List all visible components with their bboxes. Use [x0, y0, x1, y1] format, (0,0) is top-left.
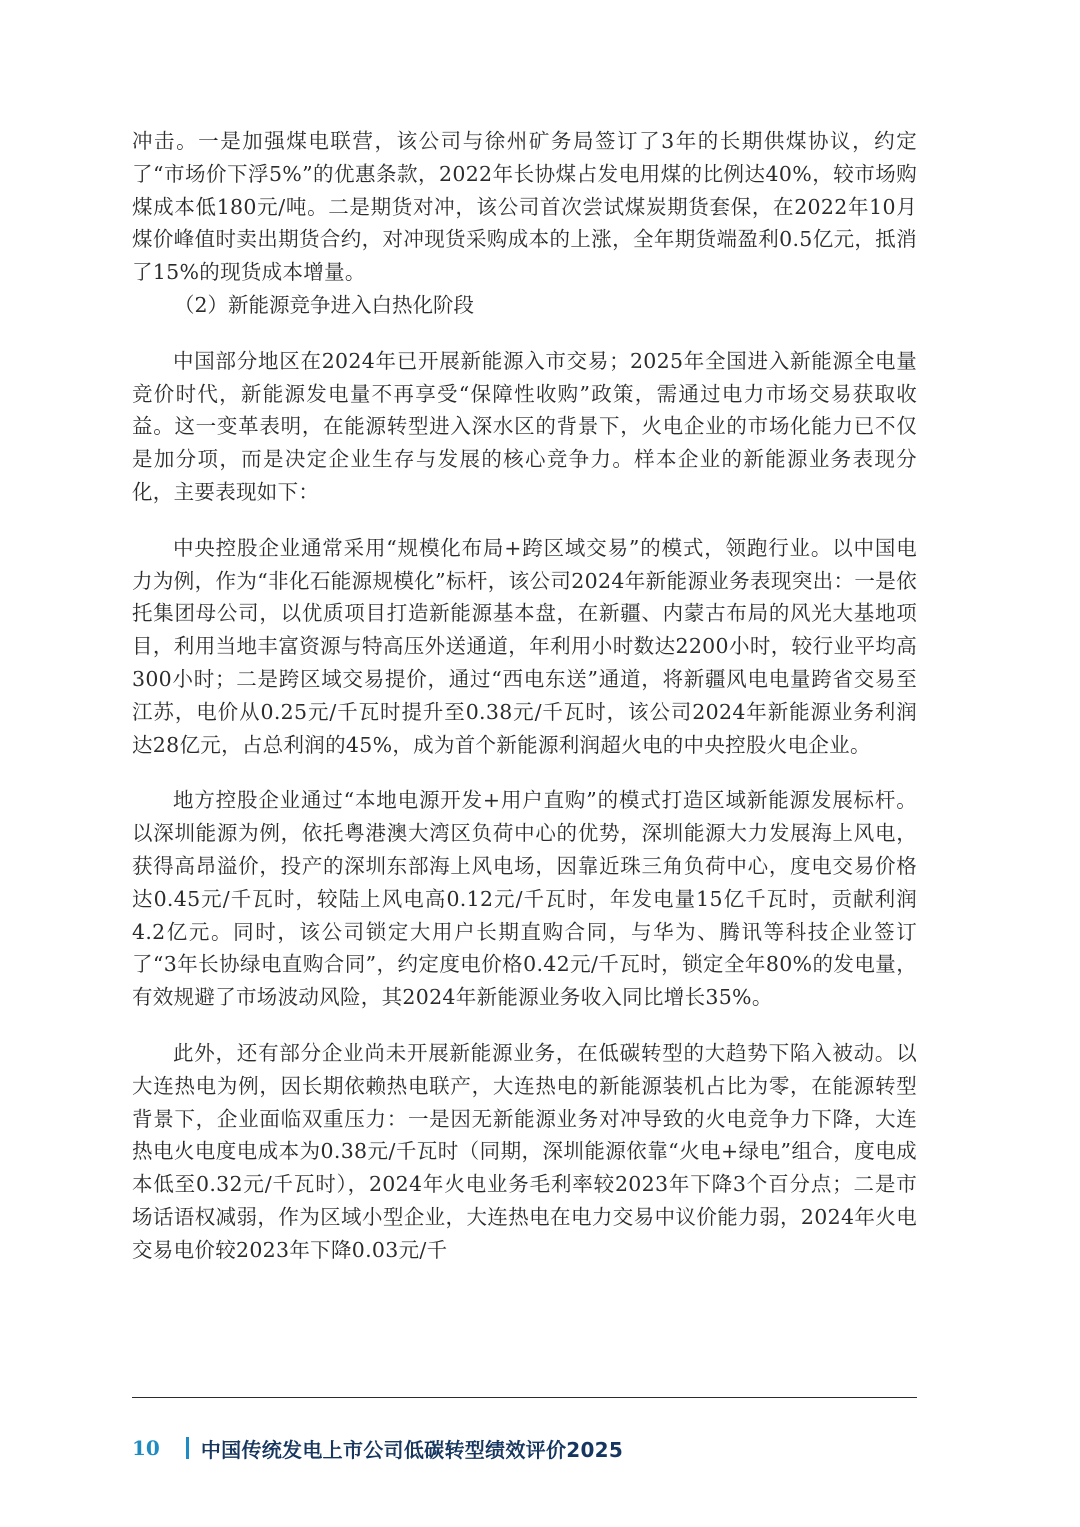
page-number: 10: [132, 1436, 160, 1460]
paragraph-local-soe: 地方控股企业通过“本地电源开发+用户直购”的模式打造区域新能源发展标杆。以深圳能源为例，依托粤港澳大湾区负荷中心的优势，深圳能源大力发展海上风电，获得高昂溢价，投产的深圳东部海上风电场，因靠近珠三角负荷中心，度电交易价格达0.45元/千瓦时，较陆上风电高0.12元/千瓦时，年发电量15亿千瓦时，贡献利润4.2亿元。同时，该公司锁定大用户长期直购合同，与华为、腾讯等科技企业签订了“3年长协绿电直购合同”，约定度电价格0.42元/千瓦时，锁定全年80%的发电量，有效规避了市场波动风险，其2024年新能源业务收入同比增长35%。: [132, 788, 917, 1010]
paragraph-new-energy-market: 中国部分地区在2024年已开展新能源入市交易；2025年全国进入新能源全电量竞价时代，新能源发电量不再享受“保障性收购”政策，需通过电力市场交易获取收益。这一变革表明，在能源转型进入深水区的背景下，火电企业的市场化能力已不仅是加分项，而是决定企业生存与发展的核心竞争力。样本企业的新能源业务表现分化，主要表现如下：: [132, 348, 917, 504]
paragraph-central-soe: 中央控股企业通常采用“规模化布局+跨区域交易”的模式，领跑行业。以中国电力为例，作为“非化石能源规模化”标杆，该公司2024年新能源业务表现突出：一是依托集团母公司，以优质项目打造新能源基本盘，在新疆、内蒙古布局的风光大基地项目，利用当地丰富资源与特高压外送通道，年利用小时数达2200小时，较行业平均高300小时；二是跨区域交易提价，通过“西电东送”通道，将新疆风电电量跨省交易至江苏，电价从0.25元/千瓦时提升至0.38元/千瓦时，该公司2024年新能源业务利润达28亿元，占总利润的45%，成为首个新能源利润超火电的中央控股火电企业。: [132, 535, 917, 757]
section-subheading: （2）新能源竞争进入白热化阶段: [174, 292, 475, 317]
page-footer: [132, 1430, 623, 1466]
paragraph-coal-hedging: 冲击。一是加强煤电联营，该公司与徐州矿务局签订了3年的长期供煤协议，约定了“市场价下浮5%”的优惠条款，2022年长协煤占发电用煤的比例达40%，较市场购煤成本低180元/吨。二是期货对冲，该公司首次尝试煤炭期货套保，在2022年10月煤价峰值时卖出期货合约，对冲现货采购成本的上涨，全年期货端盈利0.5亿元，抵消了15%的现货成本增量。: [132, 129, 917, 285]
paragraph-dalian-thermal: 此外，还有部分企业尚未开展新能源业务，在低碳转型的大趋势下陷入被动。以大连热电为例，因长期依赖热电联产，大连热电的新能源装机占比为零，在能源转型背景下，企业面临双重压力：一是因无新能源业务对冲导致的火电竞争力下降，大连热电火电度电成本为0.38元/千瓦时（同期，深圳能源依靠“火电+绿电”组合，度电成本低至0.32元/千瓦时），2024年火电业务毛利率较2023年下降3个百分点；二是市场话语权减弱，作为区域小型企业，大连热电在电力交易中议价能力弱，2024年火电交易电价较2023年下降0.03元/千: [132, 1040, 917, 1262]
document-body: [132, 125, 917, 1267]
footer-separator-bar: [186, 1437, 189, 1459]
report-title: 中国传统发电上市公司低碳转型绩效评价2025: [200, 1437, 624, 1462]
footer-divider: [132, 1397, 917, 1398]
